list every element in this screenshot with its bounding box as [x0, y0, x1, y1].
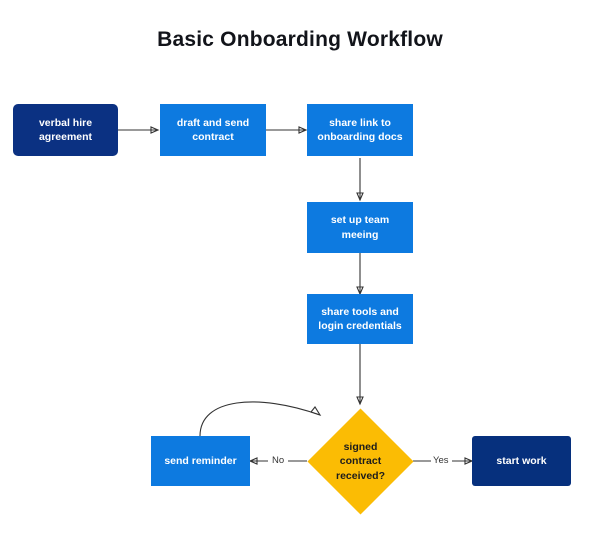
node-share-tools-and-login-credentials[interactable] [307, 294, 413, 344]
node-start-work[interactable] [472, 436, 571, 486]
arrow-reminder-loop-to-decision [200, 402, 320, 436]
edge-label-yes: Yes [433, 455, 449, 466]
node-label: share tools and login credentials [318, 305, 402, 332]
node-share-link-to-onboarding-docs[interactable] [307, 104, 413, 156]
node-label: verbal hire agreement [38, 116, 93, 143]
node-set-up-team-meeing[interactable] [307, 202, 413, 253]
node-label: draft and send contract [176, 116, 250, 143]
node-draft-and-send-contract[interactable] [160, 104, 266, 156]
edge-label-no: No [272, 455, 285, 466]
node-signed-contract-received[interactable] [323, 424, 398, 499]
node-label: share link to onboarding docs [317, 116, 403, 143]
node-verbal-hire-agreement[interactable] [13, 104, 118, 156]
node-label: start work [496, 454, 547, 467]
node-label: set up team meeing [330, 214, 390, 241]
arrowhead-reminder-loop [311, 407, 320, 415]
node-label: send reminder [164, 454, 237, 467]
page-title: Basic Onboarding Workflow [157, 28, 443, 51]
node-send-reminder[interactable] [151, 436, 250, 486]
node-label: signed contract received? [335, 441, 386, 482]
